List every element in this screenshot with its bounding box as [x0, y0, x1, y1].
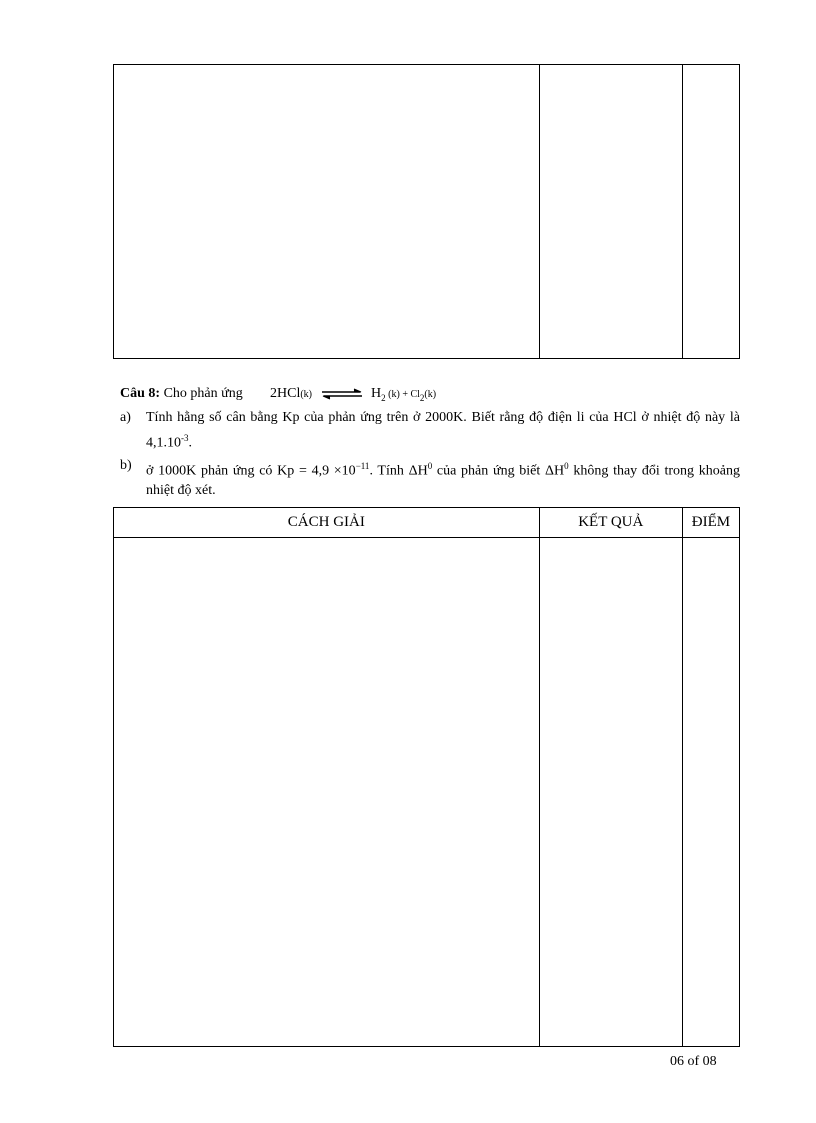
result-cell[interactable] [539, 538, 682, 1047]
reactant: 2HCl [270, 386, 301, 401]
part-b-label: b) [120, 457, 132, 473]
question-intro: Cho phản ứng [163, 386, 243, 401]
answer-table-continued [113, 64, 740, 359]
header-result: KẾT QUẢ [539, 508, 682, 538]
question-8 [120, 384, 740, 501]
part-b: b) ở 1000K phản ứng có $Kp = 4,9 \times 10^{-11}$. Tính $\Delta H^0$ của phản ứng biết $\Delta H^0$ không thay đổi trong khoảng nhiệt độ xét. [120, 456, 740, 502]
reaction-equation: 2HCl(k) $H_2$ $(k) + Cl_2(k)$ [270, 386, 437, 403]
score-cell[interactable] [682, 538, 739, 1047]
solution-cell[interactable] [114, 538, 540, 1047]
page-number: 06 of 08 [670, 1054, 717, 1069]
header-solution: CÁCH GIẢI [114, 508, 540, 538]
reactant-state: (k) [300, 389, 313, 400]
header-score: ĐIỂM [682, 508, 739, 538]
question-label: Câu 8: [120, 386, 161, 401]
score-cell[interactable] [682, 65, 739, 359]
part-a: a) Tính hằng số cân bằng Kp của phản ứng trên ở 2000K. Biết rằng độ điện li của HCl ở nhiệt độ này là $4,1.10^{-3}$. [120, 408, 740, 454]
solution-cell[interactable] [114, 65, 540, 359]
answer-table [113, 507, 740, 1047]
part-a-label: a) [120, 410, 131, 425]
product-h2: H [371, 386, 382, 401]
question-header [120, 384, 740, 406]
result-cell[interactable] [539, 65, 682, 359]
equilibrium-arrow-icon [320, 388, 364, 400]
